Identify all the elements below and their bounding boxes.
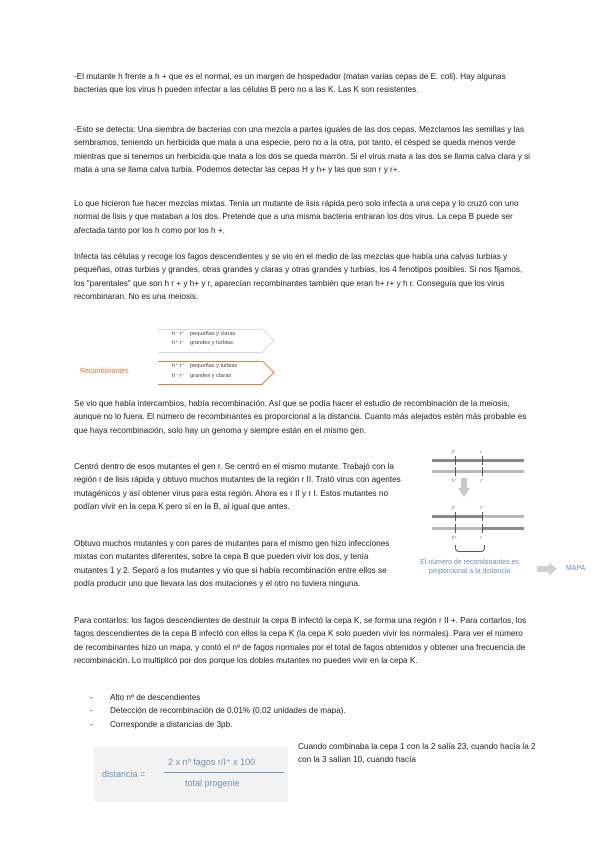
chromosome-bottom-1a: [432, 515, 482, 518]
label-result-r: r: [480, 535, 482, 540]
list-item: - Alto nº de descendientes: [90, 691, 346, 704]
paragraph-r-region: Centró dentro de esos mutantes el gen r. Se centró en el mismo mutante. Trabajó con la región r de lisis rápida y obtuvo muchos mutantes de la región r II. Trató virus con agentes mutagénicos y así obtener virus para esta región. Ahora es r II y r I. Estos mutantes no podían vivir en la cepa K pero sí en la B, al igual que antes.: [74, 462, 401, 512]
distance-bracket: [455, 545, 485, 552]
down-arrow-stem: [461, 478, 467, 488]
down-arrow-icon: [458, 488, 470, 497]
paragraph-mutant-pairs: Obtuvo muchos mutantes y con pares de mutantes para el mismo gen hizo infecciones mixtas con mutantes diferentes, sobre la cepa B que pueden vivir los dos, y tenía mutantes 1 y 2. Separó a los mutantes y vio que si había recombinación entre ellos se podía producir uno que llevara las dos mutaciones y el otro no tuviera ninguna.: [74, 539, 390, 589]
label-result-h-plus: h⁺: [452, 535, 457, 540]
formula-numerator: 2 x nº fagos r/I⁺ x 100: [168, 757, 256, 767]
label-result-h: h: [452, 505, 455, 510]
label-result-r-plus: r⁺: [480, 505, 484, 510]
chromosome-top-2: [432, 470, 524, 473]
chromosome-bottom-1b: [482, 515, 524, 518]
paragraph-counting: Para contarlos: los fagos descendientes de destruir la cepa B infectó la cepa K, se forma una región r II +. Para cortarlos, los fagos descendientes de la cepa B infectó con ellos la cepa K (la cepa K solo pueden vivir los normales). Para ver el número de recombinantes hizo un mapa, y contó el nº de fagos normales por el total de fagos obtenidos y obtener una frecuencia de recombinación. Lo multiplicó por dos porque los dobles mutantes no pueden vivir en la cepa K.: [74, 616, 527, 666]
marker-h-plus: [455, 467, 456, 476]
marker-result-h-plus: [455, 524, 456, 533]
formula-lhs: distancia =: [102, 769, 146, 779]
list-item: - Corresponde a distancias de 3pb.: [90, 718, 346, 731]
marker-result-r-plus: [482, 512, 483, 521]
map-label: MAPA: [566, 565, 586, 572]
distance-formula: [94, 747, 288, 802]
right-arrow-icon: [537, 566, 549, 572]
chromosome-top-1: [432, 459, 524, 462]
marker-result-r: [482, 524, 483, 533]
label-top-h: h: [452, 449, 455, 454]
recombinant-label: Recombinantes: [80, 368, 129, 375]
marker-r-plus: [482, 467, 483, 476]
marker-result-h: [455, 512, 456, 521]
paragraph-detection: -Esto se detecta: Una siembra de bacterias con una mezcla a partes iguales de las dos cepas. Mezclamos las semillas y las sembramos, teniendo un herbicida que mata a una especie, pero no a la otra, por tanto, el césped se queda menos verde mientras que si tenemos un herbicida que mata a los dos se queda marrón. Si el virus mata a las dos se llama calva clara y si mata a una se llama calva turbia. Podemos detectar las cepas H y h+ y las que son r y r+.: [74, 125, 530, 175]
advantages-list: [90, 691, 346, 731]
chromosome-bottom-2a: [432, 527, 482, 530]
formula-fraction-bar: [164, 772, 284, 773]
diagram-caption: El número de recombinantes es proporcional a la distancia: [420, 559, 519, 575]
chromosome-bottom-2b: [482, 527, 524, 530]
label-bottom-r-plus: r⁺: [480, 478, 484, 483]
recombinant-row-1: h⁺ r⁺ pequeñas y turbias: [172, 363, 238, 369]
marker-r: [482, 456, 483, 465]
paragraph-strain-combinations: Cuando combinaba la cepa 1 con la 2 salía 23, cuando hacía la 2 con la 3 salían 10, cuando hacía: [298, 742, 536, 765]
paragraph-host-range: -El mutante h frente a h + que es el normal, es un margen de hospedador (matan varias cepas de E. coli). Hay algunas bacterias que los virus h pueden infectar a las células B pero no a las K. Las K son resistentes.: [74, 72, 506, 95]
list-item: - Detección de recombinación de 0,01% (0,02 unidades de mapa).: [90, 704, 346, 717]
parental-row-1: h⁻ r⁺ pequeñas y claras: [172, 331, 236, 337]
label-top-r: r: [480, 449, 482, 454]
paragraph-phenotypes: Infecta las células y recoge los fagos descendientes y se vio en el medio de las mezclas que había una calvas turbias y pequeñas, otras turbias y grandes, otras grandes y claras y otras grandes y turbias, los 4 fenotipos posibles. Si nos fijamos, los "parentales" que son h r + y h+ y r, aparecían recombinantes también que eran h+ r+ y h r. Conseguía que los virus recombinaran. No es una meiosis.: [74, 252, 523, 302]
paragraph-recombination: Se vio que había intercambios, había recombinación. Así que se podía hacer el estudio de recombinación de la meiosis, aunque no lo fuera. El número de recombinantes es proporcional a la distancia. Cuanto más alejados estén más probable es que haya recombinación, solo hay un genoma y siempre están en el mismo gen.: [74, 399, 527, 435]
label-bottom-h-plus: h⁺: [452, 478, 457, 483]
marker-h: [455, 456, 456, 465]
recombinant-row-2: h⁻ r⁻ grandes y claras: [172, 373, 232, 379]
formula-denominator: total progenie: [185, 778, 240, 788]
parental-row-2: h⁺ r⁻ grandes y turbias: [172, 340, 233, 346]
paragraph-mixed-infection: Lo que hicieron fue hacer mezclas mixtas. Tenía un mutante de lisis rápida pero solo infecta a una cepa y lo cruzó con uno normal de lisis y que mataban a los dos. Pretende que a una misma bacteria entraran los dos virus. La cepa B puede ser afectada tanto por los h como por los h +.: [74, 199, 519, 235]
